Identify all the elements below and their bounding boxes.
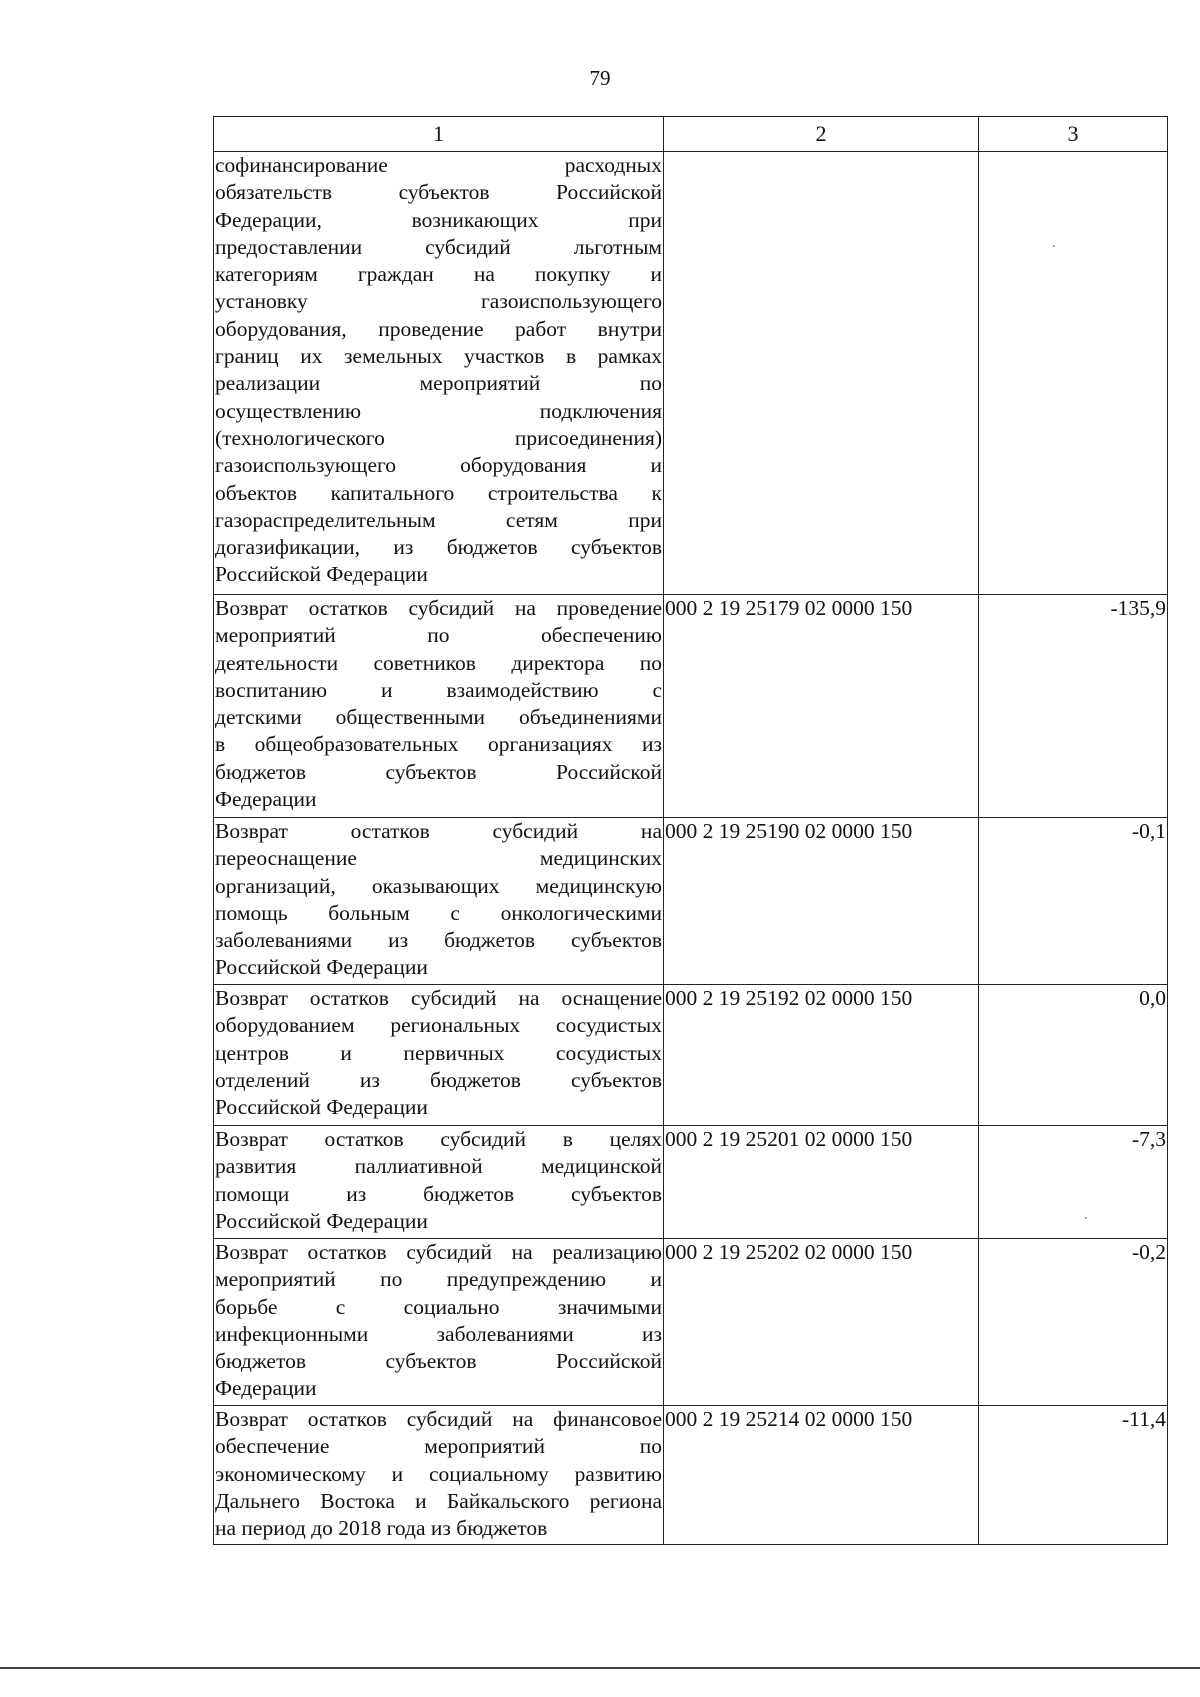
description-line: помощи из бюджетов субъектов <box>215 1181 662 1206</box>
description-line: инфекционными заболеваниями из <box>215 1321 662 1346</box>
row-description <box>214 595 664 818</box>
description-line: детскими общественными объединениями <box>215 705 662 730</box>
description-line: бюджетов субъектов Российской <box>215 1349 662 1374</box>
description-line: помощь больным с онкологическими <box>215 900 662 925</box>
description-line: бюджетов субъектов Российской <box>215 759 662 784</box>
table-body <box>214 152 1168 1545</box>
table-row <box>214 152 1168 595</box>
row-description <box>214 818 664 985</box>
bottom-rule <box>0 1667 1200 1669</box>
table-header-row <box>214 117 1168 152</box>
budget-code: 000 2 19 25192 02 0000 150 <box>664 985 979 1126</box>
description-line: газоиспользующего оборудования и <box>215 453 662 478</box>
description-line: Федерации <box>215 787 317 812</box>
amount <box>979 152 1168 595</box>
budget-table <box>213 116 1168 1545</box>
description-line: установку газоиспользующего <box>215 289 662 314</box>
column-header-3: 3 <box>979 117 1168 152</box>
table-row <box>214 1406 1168 1545</box>
budget-code <box>664 152 979 595</box>
description-line: Российской Федерации <box>215 955 428 980</box>
description-line: Возврат остатков субсидий на оснащение <box>215 986 662 1010</box>
description-line: Возврат остатков субсидий на <box>215 819 662 843</box>
amount: -135,9 <box>979 595 1168 818</box>
description-line: оборудованием региональных сосудистых <box>215 1013 662 1038</box>
description-line: развития паллиативной медицинской <box>215 1154 662 1179</box>
column-header-1: 1 <box>214 117 664 152</box>
table-row <box>214 985 1168 1126</box>
description-line: оборудования, проведение работ внутри <box>215 316 662 341</box>
description-line: мероприятий по предупреждению и <box>215 1267 662 1292</box>
description-line: Российской Федерации <box>215 1208 428 1233</box>
description-line: Российской Федерации <box>215 562 428 587</box>
description-line: объектов капитального строительства к <box>215 480 662 505</box>
description-line: Возврат остатков субсидий в целях <box>215 1127 662 1151</box>
budget-code: 000 2 19 25179 02 0000 150 <box>664 595 979 818</box>
amount: -7,3 <box>979 1126 1168 1239</box>
table-row <box>214 595 1168 818</box>
row-description <box>214 152 664 595</box>
description-line: реализации мероприятий по <box>215 371 662 396</box>
amount: -0,2 <box>979 1239 1168 1406</box>
description-line: Возврат остатков субсидий на проведение <box>215 596 662 620</box>
description-line: Федерации, возникающих при <box>215 207 662 232</box>
description-line: на период до 2018 года из бюджетов <box>215 1516 548 1541</box>
scan-speck <box>1053 245 1055 247</box>
table-row <box>214 818 1168 985</box>
row-description <box>214 1406 664 1545</box>
description-line: софинансирование расходных <box>215 153 662 177</box>
description-line: экономическому и социальному развитию <box>215 1461 662 1486</box>
description-line: борьбе с социально значимыми <box>215 1294 662 1319</box>
description-line: (технологического присоединения) <box>215 425 662 450</box>
description-line: Федерации <box>215 1376 317 1401</box>
page-number: 79 <box>589 66 611 90</box>
description-line: Возврат остатков субсидий на финансовое <box>215 1407 662 1431</box>
table-row <box>214 1239 1168 1406</box>
description-line: осуществлению подключения <box>215 398 662 423</box>
table-row <box>214 1126 1168 1239</box>
amount: -11,4 <box>979 1406 1168 1545</box>
description-line: переоснащение медицинских <box>215 846 662 871</box>
description-line: в общеобразовательных организациях из <box>215 732 662 757</box>
budget-code: 000 2 19 25201 02 0000 150 <box>664 1126 979 1239</box>
amount: -0,1 <box>979 818 1168 985</box>
description-line: деятельности советников директора по <box>215 650 662 675</box>
row-description <box>214 1239 664 1406</box>
budget-code: 000 2 19 25190 02 0000 150 <box>664 818 979 985</box>
description-line: предоставлении субсидий льготным <box>215 234 662 259</box>
description-line: обязательств субъектов Российской <box>215 180 662 205</box>
description-line: Российской Федерации <box>215 1095 428 1120</box>
amount: 0,0 <box>979 985 1168 1126</box>
description-line: мероприятий по обеспечению <box>215 623 662 648</box>
budget-code: 000 2 19 25202 02 0000 150 <box>664 1239 979 1406</box>
description-line: Дальнего Востока и Байкальского региона <box>215 1488 662 1513</box>
description-line: догазификации, из бюджетов субъектов <box>215 535 662 560</box>
scan-speck <box>1085 1217 1087 1219</box>
description-line: заболеваниями из бюджетов субъектов <box>215 928 662 953</box>
budget-code: 000 2 19 25214 02 0000 150 <box>664 1406 979 1545</box>
row-description <box>214 985 664 1126</box>
column-header-2: 2 <box>664 117 979 152</box>
description-line: отделений из бюджетов субъектов <box>215 1067 662 1092</box>
description-line: центров и первичных сосудистых <box>215 1040 662 1065</box>
description-line: категориям граждан на покупку и <box>215 262 662 287</box>
description-line: обеспечение мероприятий по <box>215 1434 662 1459</box>
description-line: воспитанию и взаимодействию с <box>215 677 662 702</box>
description-line: газораспределительным сетям при <box>215 507 662 532</box>
description-line: Возврат остатков субсидий на реализацию <box>215 1240 662 1264</box>
description-line: организаций, оказывающих медицинскую <box>215 873 662 898</box>
description-line: границ их земельных участков в рамках <box>215 344 662 369</box>
row-description <box>214 1126 664 1239</box>
